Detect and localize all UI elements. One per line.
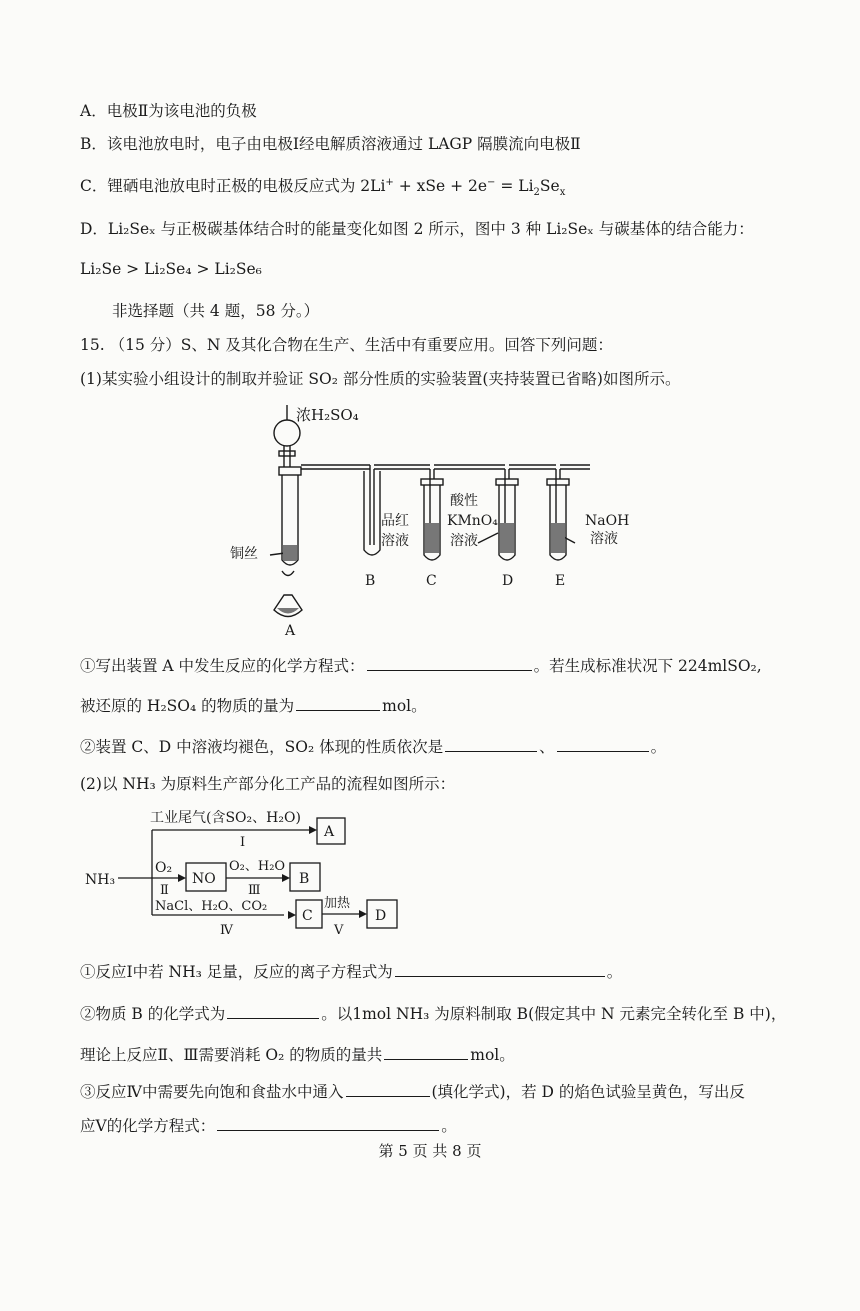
q2-2-line2: [80, 1043, 515, 1066]
q2-3-text-a: ③反应Ⅳ中需要先向饱和食盐水中通入: [80, 1083, 344, 1101]
product-d: D: [375, 908, 387, 924]
flask-a-label: A: [285, 623, 296, 639]
kmno4-label-2: KMnO₄: [447, 513, 498, 529]
o2-label: O₂: [155, 860, 173, 876]
q2-1-text-b: 。: [606, 963, 623, 981]
q1-1-line1: [80, 654, 762, 677]
reaction-5-label: Ⅴ: [334, 923, 344, 938]
flow-diagram: [0, 800, 860, 950]
q2-1-text-a: ①反应Ⅰ中若 NH₃ 足量，反应的离子方程式为: [80, 963, 393, 981]
answer-blank[interactable]: [296, 694, 380, 711]
answer-blank[interactable]: [445, 735, 537, 752]
copper-label: 铜丝: [230, 546, 258, 562]
reaction-1-label: Ⅰ: [240, 835, 246, 850]
answer-blank[interactable]: [384, 1043, 468, 1060]
option-b: B．该电池放电时，电子由电极Ⅰ经电解质溶液通过 LAGP 隔膜流向电极Ⅱ: [80, 135, 581, 153]
kmno4-label-3: 溶液: [450, 533, 478, 549]
q2-3-text-c: 应Ⅴ的化学方程式：: [80, 1117, 216, 1135]
q2-3-line1: [80, 1080, 745, 1103]
nacl-label: NaCl、H₂O、CO₂: [155, 899, 268, 914]
answer-blank[interactable]: [227, 1002, 319, 1019]
naoh-label-2: 溶液: [590, 531, 618, 547]
reaction-2-label: Ⅱ: [160, 883, 169, 898]
q2-2-text-c: 理论上反应Ⅱ、Ⅲ需要消耗 O₂ 的物质的量共: [80, 1046, 383, 1064]
q2-2-text-a: ②物质 B 的化学式为: [80, 1005, 226, 1023]
option-d-line1: D．Li₂Seₓ 与正极碳基体结合时的能量变化如图 2 所示，图中 3 种 Li₂Seₓ 与碳基体的结合能力：: [80, 220, 754, 238]
q1-2-line: [80, 735, 666, 758]
reaction-3-label: Ⅲ: [248, 883, 261, 898]
product-a: A: [324, 824, 335, 840]
tube-d-label: D: [502, 573, 514, 589]
option-a: A．电极Ⅱ为该电池的负极: [80, 102, 257, 120]
acid-label: 浓H₂SO₄: [296, 406, 359, 424]
naoh-label-1: NaOH: [585, 513, 630, 529]
answer-blank[interactable]: [217, 1114, 439, 1131]
q2-3-text-b: (填化学式)，若 D 的焰色试验呈黄色，写出反: [431, 1083, 745, 1101]
pinhong-label-1: 品红: [381, 513, 409, 529]
option-c-text1: C．锂硒电池放电时正极的电极反应式为 2Li: [80, 177, 386, 195]
kmno4-label-1: 酸性: [450, 493, 478, 509]
apparatus-diagram: [0, 395, 860, 645]
heat-label: 加热: [324, 896, 351, 911]
o2-h2o-label: O₂、H₂O: [229, 859, 286, 874]
q2-2-line1: [80, 1002, 786, 1025]
q1-1-text-c: 被还原的 H₂SO₄ 的物质的量为: [80, 697, 295, 715]
tube-b-label: B: [365, 573, 376, 589]
tube-e-label: E: [555, 573, 566, 589]
q1-1-line2: [80, 694, 427, 717]
q1-2-text-b: 、: [539, 738, 555, 756]
page-footer: 第 5 页 共 8 页: [378, 1142, 482, 1160]
part2-intro: (2)以 NH₃ 为原料生产部分化工产品的流程如图所示：: [80, 775, 456, 793]
option-c-text4: Se: [539, 177, 560, 195]
q15-intro: [80, 334, 613, 356]
q1-1-text-a: ①写出装置 A 中发生反应的化学方程式：: [80, 657, 365, 675]
q1-1-text-b: 。若生成标准状况下 224mlSO₂,: [533, 657, 762, 675]
q15-number: 15.: [80, 336, 105, 354]
q15-intro-text: （15 分）S、N 及其化合物在生产、生活中有重要应用。回答下列问题：: [109, 336, 613, 354]
section-header: 非选择题（共 4 题，58 分。）: [112, 302, 320, 320]
q2-2-text-d: mol。: [470, 1046, 515, 1064]
answer-blank[interactable]: [395, 960, 605, 977]
q1-2-text-a: ②装置 C、D 中溶液均褪色，SO₂ 体现的性质依次是: [80, 738, 444, 756]
tail-gas-label: 工业尾气(含SO₂、H₂O): [150, 810, 301, 826]
q2-3-line2: [80, 1114, 457, 1137]
product-c: C: [302, 908, 313, 924]
reaction-4-label: Ⅳ: [220, 923, 233, 938]
option-c-text2: + xSe + 2e: [393, 177, 488, 195]
q1-1-text-d: mol。: [382, 697, 427, 715]
q2-3-text-d: 。: [441, 1117, 457, 1135]
answer-blank[interactable]: [367, 654, 532, 671]
option-c-text3: = Li: [495, 177, 534, 195]
q1-2-text-c: 。: [650, 738, 667, 756]
tube-c-label: C: [426, 573, 437, 589]
option-c: C．锂硒电池放电时正极的电极反应式为 2Li+ + xSe + $2e^- = Li_2Se_x$: [80, 176, 566, 199]
pinhong-label-2: 溶液: [381, 533, 409, 549]
nh3-label: NH₃: [85, 872, 116, 888]
q2-2-text-b: 。以1mol NH₃ 为原料制取 B(假定其中 N 元素完全转化至 B 中)，: [321, 1005, 787, 1023]
option-d-line2: Li₂Se > Li₂Se₄ > Li₂Se₆: [80, 260, 262, 278]
q15-part1: (1)某实验小组设计的制取并验证 SO₂ 部分性质的实验装置(夹持装置已省略)如图所示。: [80, 370, 681, 388]
product-b: B: [299, 871, 310, 887]
answer-blank[interactable]: [557, 735, 649, 752]
answer-blank[interactable]: [346, 1080, 430, 1097]
no-box: NO: [192, 871, 216, 887]
q2-1-line: [80, 960, 622, 983]
